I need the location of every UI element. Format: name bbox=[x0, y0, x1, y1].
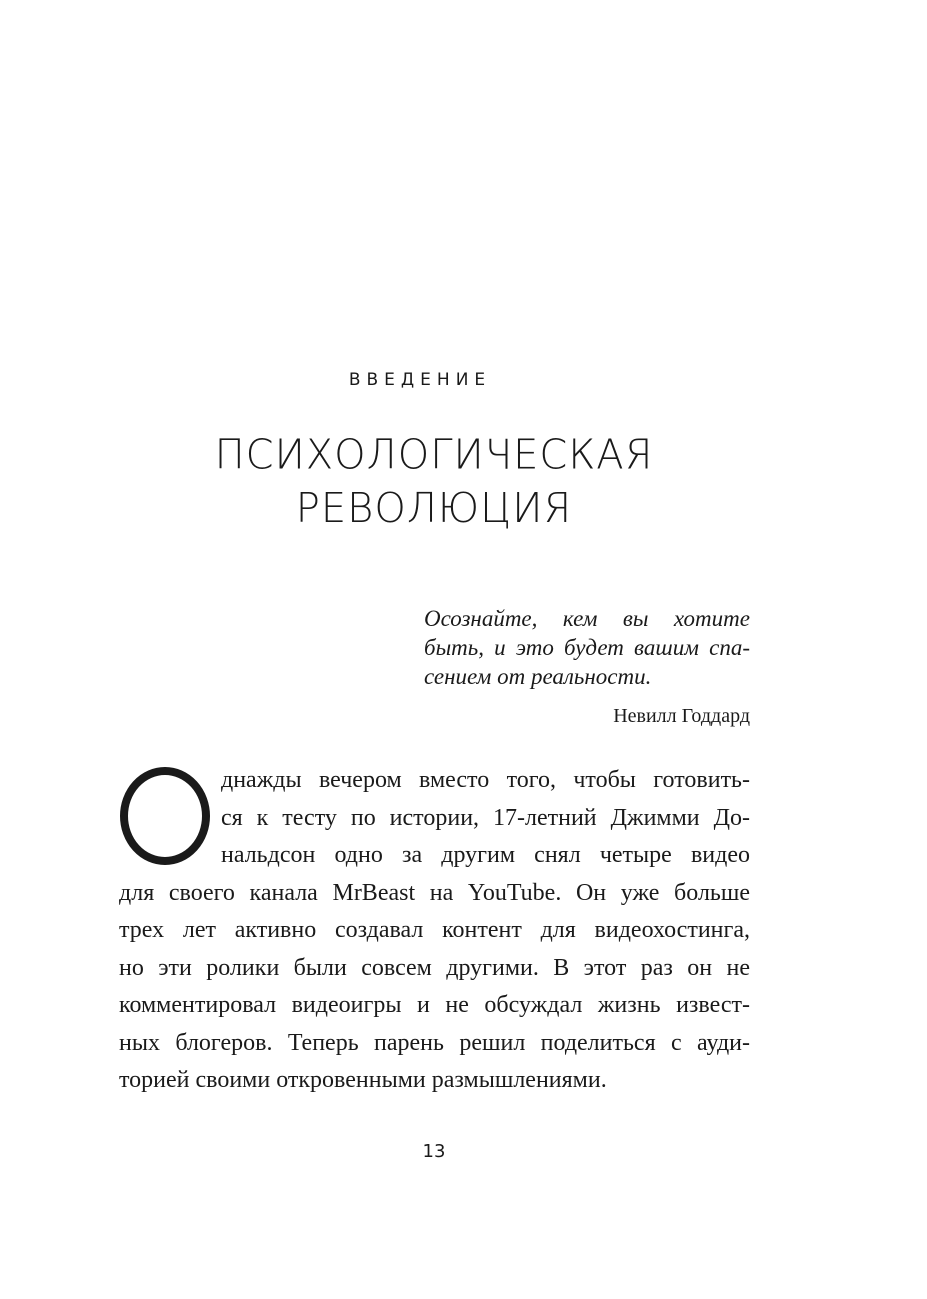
body-line: нальдсон одно за другим снял четыре видео bbox=[221, 842, 750, 868]
body-line: ных блогеров. Теперь парень решил поделиться с ауди- bbox=[119, 1029, 750, 1056]
body-line: комментировал видеоигры и не обсуждал жизнь извест- bbox=[119, 992, 750, 1018]
epigraph-author: Невилл Годдард bbox=[613, 705, 750, 727]
chapter-label: ВВЕДЕНИЕ bbox=[348, 370, 492, 390]
page-number: 13 bbox=[422, 1141, 446, 1162]
epigraph-line: сением от реальности. bbox=[424, 664, 652, 689]
body-line: днажды вечером вместо того, чтобы готовить- bbox=[221, 767, 750, 793]
body-line: торией своими откровенными размышлениями. bbox=[119, 1067, 607, 1093]
body-line: ся к тесту по истории, 17-летний Джимми До- bbox=[221, 804, 750, 831]
epigraph-line: быть, и это будет вашим спа- bbox=[424, 635, 750, 660]
body-line: трех лет активно создавал контент для видеохостинга, bbox=[119, 917, 750, 943]
body-line: для своего канала MrBeast на YouTube. Он уже больше bbox=[119, 879, 750, 906]
body-text bbox=[119, 762, 750, 1100]
chapter-title bbox=[0, 429, 868, 535]
chapter-title-line-1: ПСИХОЛОГИЧЕСКАЯ bbox=[214, 432, 654, 479]
epigraph bbox=[424, 604, 750, 728]
drop-cap-letter: О bbox=[165, 816, 166, 817]
chapter-title-line-2: РЕВОЛЮЦИЯ bbox=[295, 485, 573, 532]
epigraph-text bbox=[424, 604, 750, 691]
epigraph-line: Осознайте, кем вы хотите bbox=[424, 606, 750, 631]
body-line: но эти ролики были совсем другими. В этот раз он не bbox=[119, 954, 750, 981]
